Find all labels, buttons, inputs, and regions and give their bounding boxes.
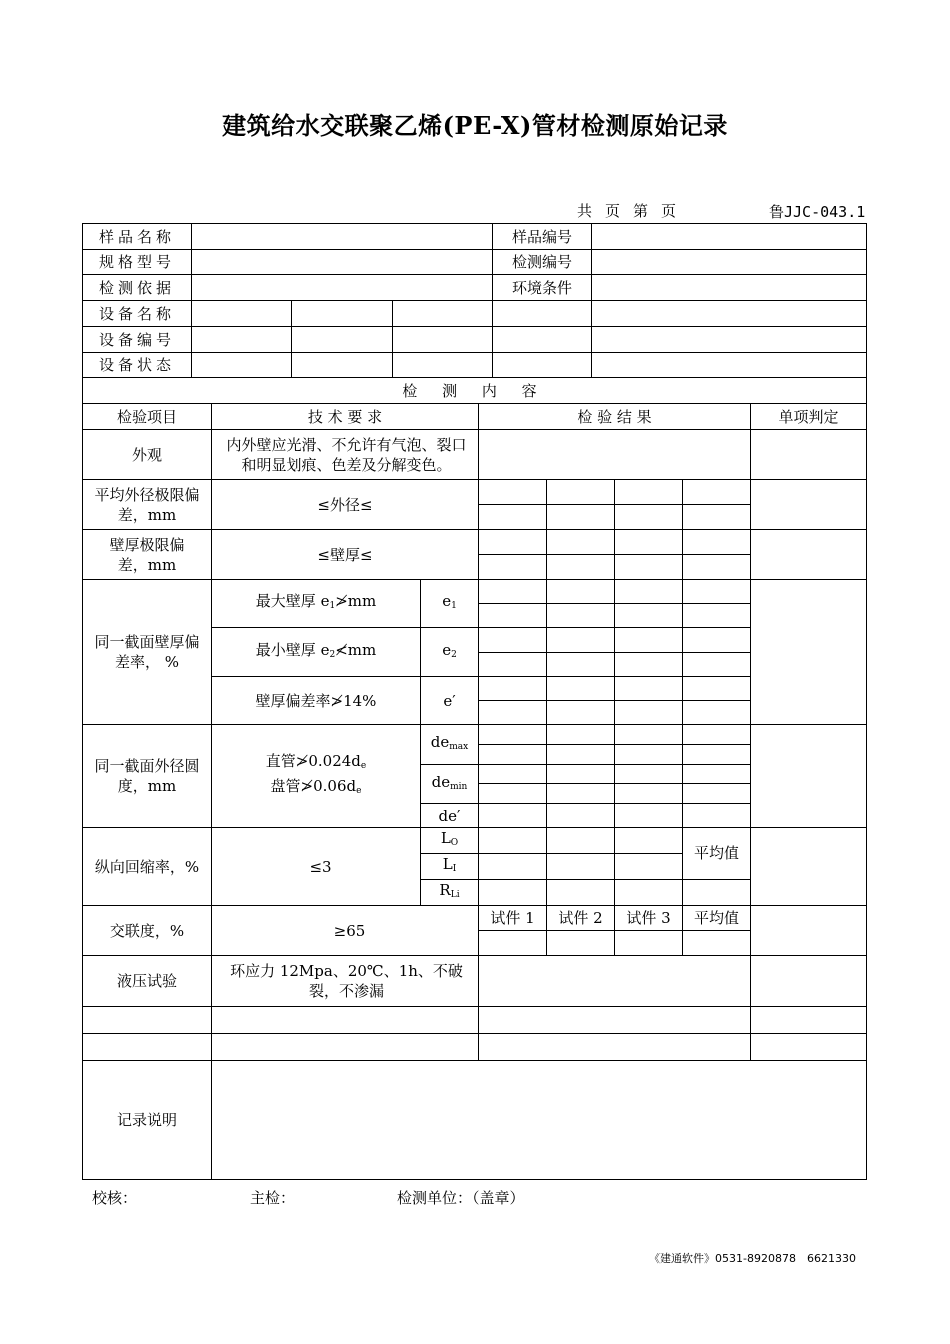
result-cell[interactable] bbox=[615, 745, 683, 765]
result-cell[interactable] bbox=[547, 725, 615, 745]
result-cell[interactable] bbox=[479, 828, 547, 854]
unit-stamp-label: 检测单位：（盖章） bbox=[397, 1189, 525, 1207]
result-cell[interactable] bbox=[479, 931, 547, 956]
hydraulic-judgement[interactable] bbox=[751, 956, 867, 1007]
equip-no-field-1[interactable] bbox=[192, 327, 292, 353]
wall-deviation-requirement: ≤壁厚≤ bbox=[212, 530, 479, 580]
result-cell[interactable] bbox=[479, 854, 547, 880]
wall-rate-min-requirement: 最小壁厚 $e_2≮mm$ bbox=[212, 628, 421, 677]
equip-status-label: 设备状态 bbox=[83, 353, 192, 378]
crosslink-label: 交联度，% bbox=[83, 906, 212, 956]
crosslink-specimen-3-label: 试件 3 bbox=[615, 906, 683, 931]
result-cell[interactable] bbox=[547, 628, 615, 653]
result-cell[interactable] bbox=[683, 931, 751, 956]
result-cell[interactable] bbox=[615, 931, 683, 956]
result-cell[interactable] bbox=[683, 530, 751, 555]
result-cell[interactable] bbox=[479, 701, 547, 725]
hydraulic-result[interactable] bbox=[479, 956, 751, 1007]
equip-no-field-4[interactable] bbox=[493, 327, 592, 353]
sample-no-field[interactable] bbox=[592, 224, 867, 250]
result-cell[interactable] bbox=[615, 555, 683, 580]
result-cell[interactable] bbox=[547, 555, 615, 580]
result-cell[interactable] bbox=[479, 653, 547, 677]
equip-status-field-2[interactable] bbox=[292, 353, 393, 378]
result-cell[interactable] bbox=[479, 604, 547, 628]
result-cell[interactable] bbox=[683, 784, 751, 804]
result-cell[interactable] bbox=[615, 784, 683, 804]
result-cell[interactable] bbox=[547, 804, 615, 828]
result-cell[interactable] bbox=[683, 653, 751, 677]
result-cell[interactable] bbox=[479, 745, 547, 765]
result-cell[interactable] bbox=[479, 880, 547, 906]
result-cell[interactable] bbox=[615, 480, 683, 505]
result-cell[interactable] bbox=[479, 480, 547, 505]
wall-deviation-judgement[interactable] bbox=[751, 530, 867, 580]
result-cell[interactable] bbox=[547, 701, 615, 725]
result-cell[interactable] bbox=[479, 677, 547, 701]
result-cell[interactable] bbox=[683, 804, 751, 828]
result-cell[interactable] bbox=[479, 765, 547, 784]
remarks-label: 记录说明 bbox=[83, 1061, 212, 1180]
blank-item[interactable] bbox=[83, 1034, 212, 1061]
result-cell[interactable] bbox=[547, 765, 615, 784]
equip-name-field-2[interactable] bbox=[292, 301, 393, 327]
spec-model-field[interactable] bbox=[192, 250, 493, 275]
result-cell[interactable] bbox=[615, 530, 683, 555]
page-current-label: 第 bbox=[633, 202, 652, 220]
appearance-judgement[interactable] bbox=[751, 430, 867, 480]
result-cell[interactable] bbox=[479, 804, 547, 828]
header-item: 检验项目 bbox=[83, 404, 212, 430]
spec-model-label: 规格型号 bbox=[83, 250, 192, 275]
result-cell[interactable] bbox=[547, 880, 615, 906]
equip-status-field-4[interactable] bbox=[493, 353, 592, 378]
roundness-label: 同一截面外径圆度，mm bbox=[83, 725, 212, 828]
sample-name-field[interactable] bbox=[192, 224, 493, 250]
wall-rate-min-symbol: $e_2$ bbox=[421, 628, 479, 677]
crosslink-specimen-2-label: 试件 2 bbox=[547, 906, 615, 931]
blank-requirement[interactable] bbox=[212, 1007, 479, 1034]
result-cell[interactable] bbox=[547, 931, 615, 956]
test-no-field[interactable] bbox=[592, 250, 867, 275]
result-cell[interactable] bbox=[615, 628, 683, 653]
wall-rate-max-requirement: 最大壁厚 $e_1≯mm$ bbox=[212, 580, 421, 628]
equip-status-field-1[interactable] bbox=[192, 353, 292, 378]
brand-footer: 《建通软件》0531-8920878 6621330 bbox=[649, 1252, 856, 1265]
equip-no-field-2[interactable] bbox=[292, 327, 393, 353]
blank-result[interactable] bbox=[479, 1034, 751, 1061]
roundness-min-symbol: $de_{min}$ bbox=[421, 765, 479, 804]
header-result: 检 验 结 果 bbox=[479, 404, 751, 430]
result-cell[interactable] bbox=[683, 628, 751, 653]
result-cell[interactable] bbox=[615, 604, 683, 628]
result-cell[interactable] bbox=[683, 580, 751, 604]
hydraulic-requirement: 环应力 12Mpa、20℃、1h、不破裂，不渗漏 bbox=[212, 956, 479, 1007]
result-cell[interactable] bbox=[615, 804, 683, 828]
result-cell[interactable] bbox=[683, 555, 751, 580]
crosslink-specimen-1-label: 试件 1 bbox=[479, 906, 547, 931]
od-deviation-judgement[interactable] bbox=[751, 480, 867, 530]
result-cell[interactable] bbox=[479, 628, 547, 653]
result-cell[interactable] bbox=[479, 784, 547, 804]
wall-rate-max-symbol: $e_1$ bbox=[421, 580, 479, 628]
equip-no-field-5[interactable] bbox=[592, 327, 867, 353]
equip-name-field-3[interactable] bbox=[393, 301, 493, 327]
appearance-result[interactable] bbox=[479, 430, 751, 480]
result-cell[interactable] bbox=[683, 505, 751, 530]
result-cell[interactable] bbox=[547, 580, 615, 604]
shrinkage-average-label: 平均值 bbox=[683, 828, 751, 880]
shrinkage-l0-symbol: $L_O$ bbox=[421, 828, 479, 854]
equip-name-label: 设备名称 bbox=[83, 301, 192, 327]
page-unit-label-2: 页 bbox=[661, 202, 680, 220]
od-deviation-label: 平均外径极限偏差，mm bbox=[83, 480, 212, 530]
header-judgement: 单项判定 bbox=[751, 404, 867, 430]
inspector-signature-label: 主检： bbox=[250, 1189, 296, 1207]
result-cell[interactable] bbox=[479, 580, 547, 604]
test-content-table bbox=[82, 377, 867, 1180]
result-cell[interactable] bbox=[615, 765, 683, 784]
shrinkage-average-value[interactable] bbox=[683, 880, 751, 906]
crosslink-requirement: ≥65 bbox=[212, 906, 479, 956]
equip-status-field-3[interactable] bbox=[393, 353, 493, 378]
result-cell[interactable] bbox=[683, 745, 751, 765]
result-cell[interactable] bbox=[683, 765, 751, 784]
wall-rate-requirement: 壁厚偏差率≯14% bbox=[212, 677, 421, 725]
blank-judgement[interactable] bbox=[751, 1034, 867, 1061]
result-cell[interactable] bbox=[683, 604, 751, 628]
section-title: 检 测 内 容 bbox=[83, 378, 867, 404]
blank-judgement[interactable] bbox=[751, 1007, 867, 1034]
result-cell[interactable] bbox=[547, 505, 615, 530]
result-cell[interactable] bbox=[615, 854, 683, 880]
result-cell[interactable] bbox=[683, 677, 751, 701]
equip-name-field-1[interactable] bbox=[192, 301, 292, 327]
result-cell[interactable] bbox=[683, 480, 751, 505]
crosslink-average-label: 平均值 bbox=[683, 906, 751, 931]
blank-requirement[interactable] bbox=[212, 1034, 479, 1061]
shrinkage-label: 纵向回缩率，% bbox=[83, 828, 212, 906]
roundness-max-symbol: $de_{max}$ bbox=[421, 725, 479, 765]
result-cell[interactable] bbox=[615, 653, 683, 677]
result-cell[interactable] bbox=[615, 701, 683, 725]
hydraulic-label: 液压试验 bbox=[83, 956, 212, 1007]
crosslink-judgement[interactable] bbox=[751, 906, 867, 956]
wall-deviation-label: 壁厚极限偏差，mm bbox=[83, 530, 212, 580]
page-unit-label: 页 bbox=[605, 202, 624, 220]
test-no-label: 检测编号 bbox=[493, 250, 592, 275]
sample-no-label: 样品编号 bbox=[493, 224, 592, 250]
equip-no-field-3[interactable] bbox=[393, 327, 493, 353]
result-cell[interactable] bbox=[547, 745, 615, 765]
equip-no-label: 设备编号 bbox=[83, 327, 192, 353]
result-cell[interactable] bbox=[547, 653, 615, 677]
roundness-judgement[interactable] bbox=[751, 725, 867, 828]
wall-rate-label: 同一截面壁厚偏差率， % bbox=[83, 580, 212, 725]
blank-item[interactable] bbox=[83, 1007, 212, 1034]
test-basis-field[interactable] bbox=[192, 275, 493, 301]
remarks-field[interactable] bbox=[212, 1061, 867, 1180]
appearance-requirement: 内外壁应光滑、不允许有气泡、裂口和明显划痕、色差及分解变色。 bbox=[212, 430, 479, 480]
result-cell[interactable] bbox=[547, 854, 615, 880]
roundness-prime-symbol: de′ bbox=[421, 804, 479, 828]
appearance-label: 外观 bbox=[83, 430, 212, 480]
page-title: 建筑给水交联聚乙烯(PE-X)管材检测原始记录 bbox=[222, 111, 728, 140]
result-cell[interactable] bbox=[547, 530, 615, 555]
form-code: 鲁JJC-043.1 bbox=[769, 203, 866, 221]
sample-name-label: 样品名称 bbox=[83, 224, 192, 250]
wall-rate-symbol: e′ bbox=[421, 677, 479, 725]
result-cell[interactable] bbox=[547, 784, 615, 804]
result-cell[interactable] bbox=[615, 505, 683, 530]
result-cell[interactable] bbox=[615, 880, 683, 906]
wall-rate-judgement[interactable] bbox=[751, 580, 867, 725]
page-total-label: 共 bbox=[577, 202, 596, 220]
header-requirement: 技 术 要 求 bbox=[212, 404, 479, 430]
result-cell[interactable] bbox=[547, 604, 615, 628]
shrinkage-rli-symbol: $R_{Li}$ bbox=[421, 880, 479, 906]
shrinkage-requirement: ≤3 bbox=[212, 828, 421, 906]
shrinkage-l1-symbol: $L_I$ bbox=[421, 854, 479, 880]
env-condition-field[interactable] bbox=[592, 275, 867, 301]
info-table bbox=[82, 223, 867, 378]
result-cell[interactable] bbox=[615, 828, 683, 854]
equip-name-field-4[interactable] bbox=[493, 301, 592, 327]
result-cell[interactable] bbox=[479, 725, 547, 745]
result-cell[interactable] bbox=[683, 701, 751, 725]
result-cell[interactable] bbox=[547, 480, 615, 505]
env-condition-label: 环境条件 bbox=[493, 275, 592, 301]
result-cell[interactable] bbox=[615, 725, 683, 745]
result-cell[interactable] bbox=[683, 725, 751, 745]
result-cell[interactable] bbox=[479, 530, 547, 555]
result-cell[interactable] bbox=[547, 828, 615, 854]
equip-status-field-5[interactable] bbox=[592, 353, 867, 378]
result-cell[interactable] bbox=[479, 505, 547, 530]
roundness-requirement: 直管$≯0.024d_e$ 盘管$≯0.06d_e$ bbox=[212, 725, 421, 828]
checker-signature-label: 校核： bbox=[92, 1189, 138, 1207]
shrinkage-judgement[interactable] bbox=[751, 828, 867, 906]
od-deviation-requirement: ≤外径≤ bbox=[212, 480, 479, 530]
result-cell[interactable] bbox=[479, 555, 547, 580]
equip-name-field-5[interactable] bbox=[592, 301, 867, 327]
blank-result[interactable] bbox=[479, 1007, 751, 1034]
result-cell[interactable] bbox=[547, 677, 615, 701]
result-cell[interactable] bbox=[615, 677, 683, 701]
test-basis-label: 检测依据 bbox=[83, 275, 192, 301]
page-counter bbox=[577, 200, 689, 221]
result-cell[interactable] bbox=[615, 580, 683, 604]
